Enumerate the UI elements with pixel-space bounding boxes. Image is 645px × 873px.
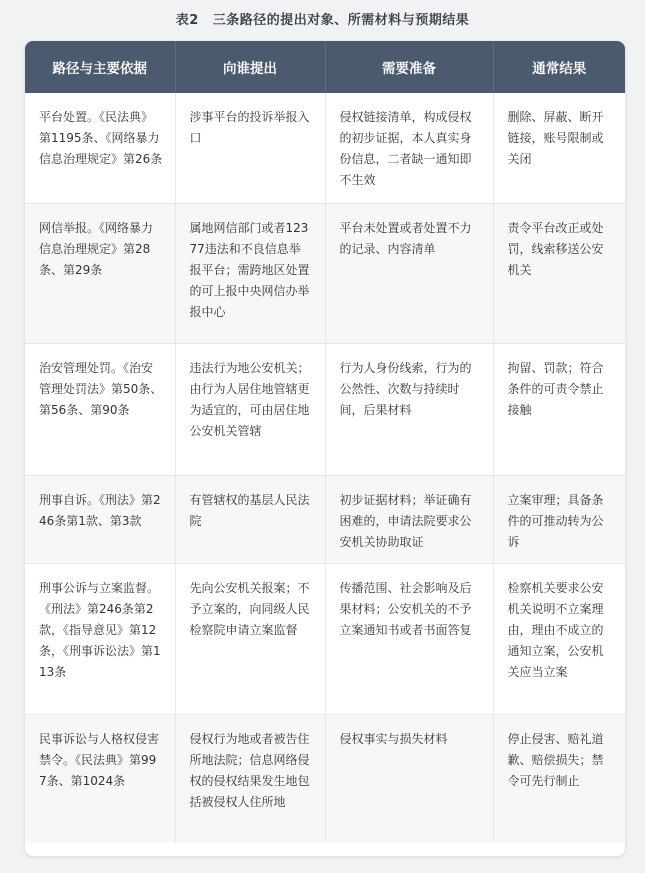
header-result: 通常结果 (493, 41, 625, 93)
cell-preparation: 行为人身份线索，行为的公然性、次数与持续时间，后果材料 (325, 344, 493, 476)
table-row (25, 564, 625, 715)
cell-preparation: 初步证据材料；举证确有困难的，申请法院要求公安机关协助取证 (325, 476, 493, 564)
cell-preparation: 平台未处置或者处置不力的记录、内容清单 (325, 204, 493, 344)
header-path-basis: 路径与主要依据 (25, 41, 175, 93)
cell-path: 刑事自诉。《刑法》第246条第1款、第3款 (25, 476, 175, 564)
table-row (25, 344, 625, 476)
cell-preparation: 侵权链接清单，构成侵权的初步证据，本人真实身份信息，二者缺一通知即不生效 (325, 93, 493, 204)
table-row (25, 476, 625, 564)
cell-path: 网信举报。《网络暴力信息治理规定》第28条、第29条 (25, 204, 175, 344)
header-preparation: 需要准备 (325, 41, 493, 93)
table-caption (0, 9, 645, 28)
cell-path: 治安管理处罚。《治安管理处罚法》第50条、第56条、第90条 (25, 344, 175, 476)
cell-result: 删除、屏蔽、断开链接，账号限制或关闭 (493, 93, 625, 204)
paths-table (25, 41, 625, 843)
cell-path: 民事诉讼与人格权侵害禁令。《民法典》第997条、第1024条 (25, 715, 175, 844)
table-row (25, 93, 625, 204)
table-header-row (25, 41, 625, 93)
table-card (25, 41, 625, 856)
cell-submit-to: 属地网信部门或者12377违法和不良信息举报平台；需跨地区处置的可上报中央网信办举报中心 (175, 204, 325, 344)
cell-submit-to: 涉事平台的投诉举报入口 (175, 93, 325, 204)
header-submit-to: 向谁提出 (175, 41, 325, 93)
cell-path: 平台处置。《民法典》第1195条、《网络暴力信息治理规定》第26条 (25, 93, 175, 204)
table-number: 表2 (175, 13, 199, 28)
table-row (25, 715, 625, 844)
cell-submit-to: 侵权行为地或者被告住所地法院；信息网络侵权的侵权结果发生地包括被侵权人住所地 (175, 715, 325, 844)
table-title: 三条路径的提出对象、所需材料与预期结果 (212, 13, 470, 28)
cell-preparation: 传播范围、社会影响及后果材料；公安机关的不予立案通知书或者书面答复 (325, 564, 493, 715)
cell-result: 责令平台改正或处罚，线索移送公安机关 (493, 204, 625, 344)
cell-path: 刑事公诉与立案监督。《刑法》第246条第2款，《指导意见》第12条，《刑事诉讼法》第113条 (25, 564, 175, 715)
cell-submit-to: 先向公安机关报案；不予立案的，向同级人民检察院申请立案监督 (175, 564, 325, 715)
table-row (25, 204, 625, 344)
cell-result: 停止侵害、赔礼道歉、赔偿损失；禁令可先行制止 (493, 715, 625, 844)
cell-preparation: 侵权事实与损失材料 (325, 715, 493, 844)
cell-result: 立案审理；具备条件的可推动转为公诉 (493, 476, 625, 564)
cell-submit-to: 有管辖权的基层人民法院 (175, 476, 325, 564)
cell-result: 拘留、罚款；符合条件的可责令禁止接触 (493, 344, 625, 476)
cell-result: 检察机关要求公安机关说明不立案理由，理由不成立的通知立案，公安机关应当立案 (493, 564, 625, 715)
cell-submit-to: 违法行为地公安机关；由行为人居住地管辖更为适宜的，可由居住地公安机关管辖 (175, 344, 325, 476)
